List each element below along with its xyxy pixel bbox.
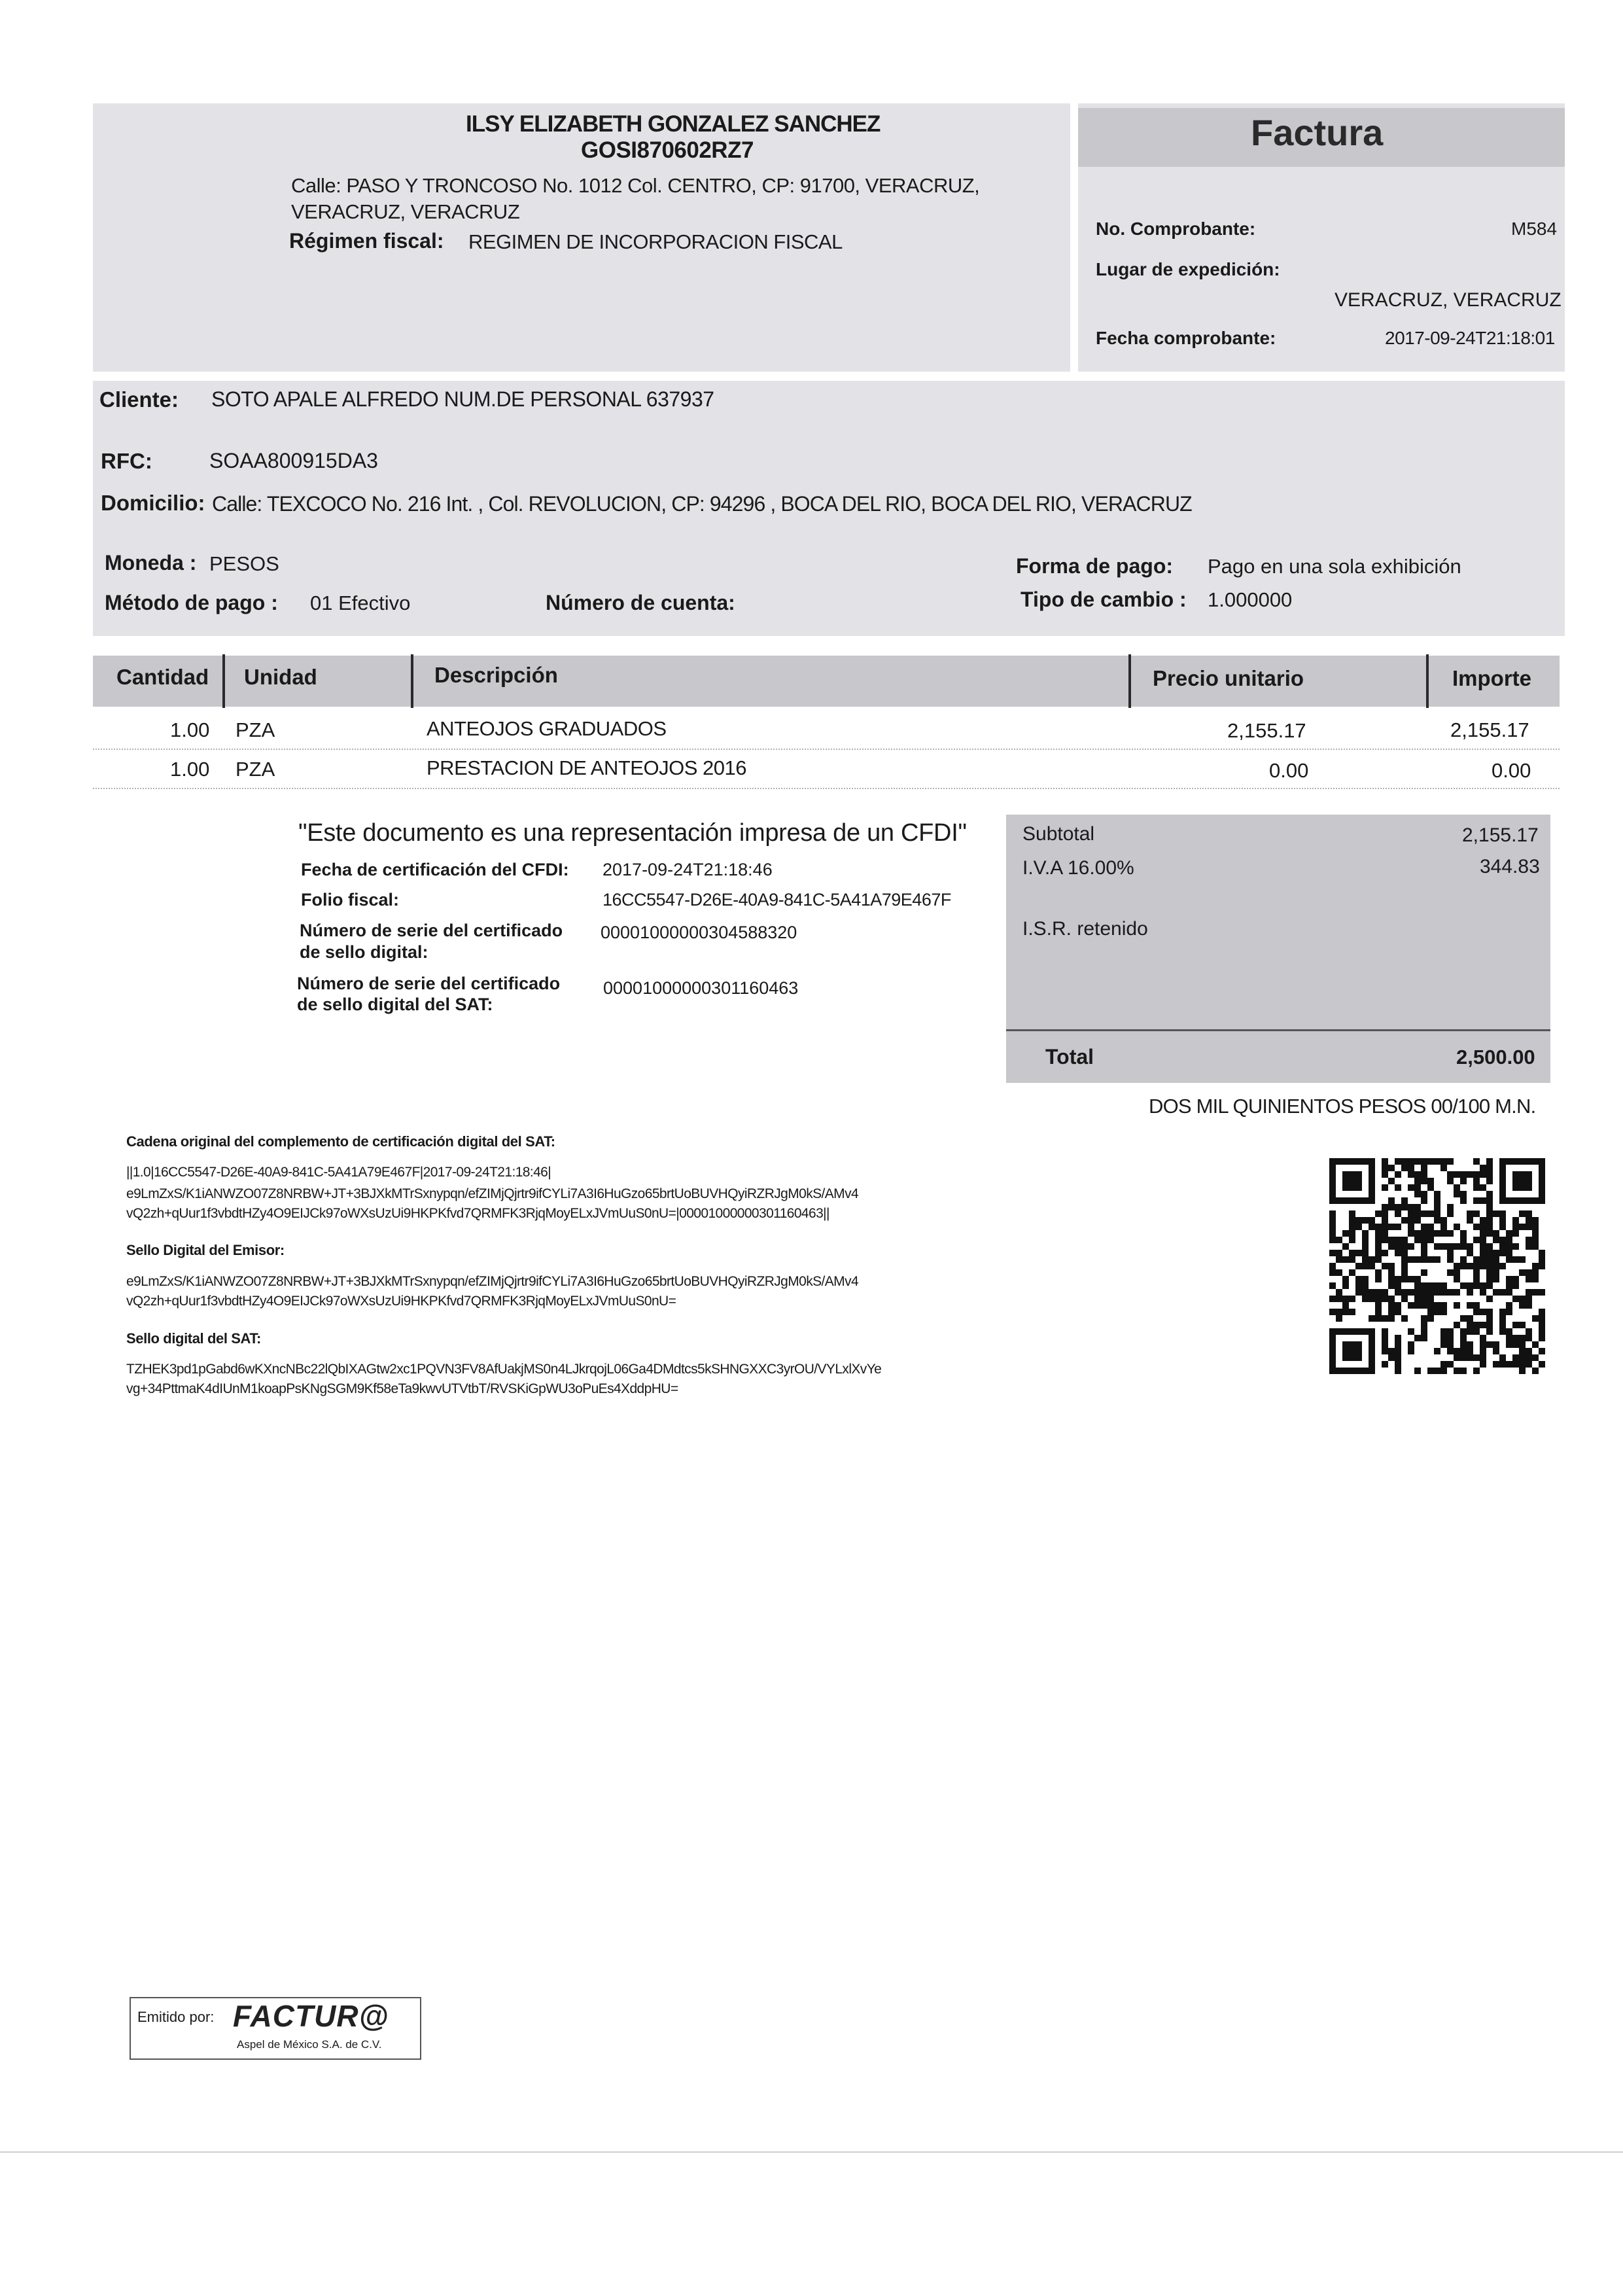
page-edge (0, 2151, 1623, 2153)
moneda-value: PESOS (209, 552, 279, 575)
issuer-address-line2: VERACRUZ, VERACRUZ (291, 200, 520, 223)
cfdi-heading: "Este documento es una representación impresa de un CFDI" (298, 819, 967, 847)
column-divider (1128, 654, 1131, 708)
fecha-value: 2017-09-24T21:18:01 (1385, 328, 1555, 348)
iva-label: I.V.A 16.00% (1022, 857, 1134, 879)
fecha-cert-value: 2017-09-24T21:18:46 (602, 860, 773, 879)
cell-unidad: PZA (236, 718, 275, 741)
stamp-brand-logo: FACTUR@ (233, 1999, 389, 2033)
cell-descripcion: ANTEOJOS GRADUADOS (427, 717, 667, 740)
rfc-label: RFC: (101, 449, 152, 473)
column-divider (222, 654, 225, 708)
total-value: 2,500.00 (1456, 1046, 1535, 1069)
comprobante-value: M584 (1511, 219, 1558, 239)
header-precio: Precio unitario (1153, 666, 1304, 690)
metodo-value: 01 Efectivo (310, 592, 411, 614)
cell-descripcion: PRESTACION DE ANTEOJOS 2016 (427, 756, 746, 779)
subtotal-label: Subtotal (1022, 823, 1095, 845)
isr-label: I.S.R. retenido (1022, 918, 1148, 940)
sat-seal-label: Sello digital del SAT: (126, 1330, 261, 1347)
sat-seal-line: vg+34PttmaK4dIUnM1koapPsKNgSGM9Kf58eTa9kwvUTVtbT/RVSKiGpWU3oPuEs4XddpHU= (126, 1381, 678, 1396)
domicilio-value: Calle: TEXCOCO No. 216 Int. , Col. REVOLUCION, CP: 94296 , BOCA DEL RIO, BOCA DEL RIO, VERACRUZ (212, 492, 1192, 516)
folio-label: Folio fiscal: (301, 890, 400, 910)
cuenta-label: Número de cuenta: (546, 591, 735, 614)
serie-sat-label-2: de sello digital del SAT: (297, 995, 493, 1014)
cell-cantidad: 1.00 (170, 718, 210, 741)
row-divider (93, 788, 1560, 789)
cadena-line: vQ2zh+qUur1f3vbdtHZy4O9EIJCk97oWXsUzUi9HKPKfvd7QRMFK3RjqMoyELxJVmUuS0nU=|00001000000301160463|| (126, 1206, 829, 1221)
cell-cantidad: 1.00 (170, 758, 210, 781)
totals-divider (1006, 1029, 1550, 1031)
total-label: Total (1045, 1045, 1094, 1069)
cell-unidad: PZA (236, 758, 275, 781)
header-descripcion: Descripción (434, 663, 558, 687)
forma-value: Pago en una sola exhibición (1208, 555, 1461, 578)
header-cantidad: Cantidad (116, 665, 209, 689)
lugar-label: Lugar de expedición: (1096, 259, 1280, 279)
serie-sat-value: 00001000000301160463 (603, 978, 799, 998)
folio-value: 16CC5547-D26E-40A9-841C-5A41A79E467F (602, 890, 951, 910)
emisor-seal-line: vQ2zh+qUur1f3vbdtHZy4O9EIJCk97oWXsUzUi9HKPKfvd7QRMFK3RjqMoyELxJVmUuS0nU= (126, 1294, 676, 1309)
iva-value: 344.83 (1480, 856, 1540, 877)
qr-code (1329, 1158, 1545, 1374)
metodo-label: Método de pago : (105, 591, 278, 614)
stamp-emitido: Emitido por: (137, 2009, 215, 2025)
cadena-line: e9LmZxS/K1iANWZO07Z8NRBW+JT+3BJXkMTrSxnypqn/efZIMjQjrtr9ifCYLi7A3I6HuGzo65brtUoBUVHQyiRZRJgM0kS/AMv4 (126, 1186, 859, 1201)
comprobante-label: No. Comprobante: (1096, 219, 1256, 239)
column-divider (411, 654, 413, 708)
subtotal-value: 2,155.17 (1462, 824, 1539, 846)
cliente-value: SOTO APALE ALFREDO NUM.DE PERSONAL 637937 (211, 387, 714, 411)
column-divider (1426, 654, 1429, 708)
moneda-label: Moneda : (105, 551, 197, 574)
fecha-label: Fecha comprobante: (1096, 328, 1276, 348)
issuer-address-line1: Calle: PASO Y TRONCOSO No. 1012 Col. CENTRO, CP: 91700, VERACRUZ, (291, 174, 980, 197)
cell-precio: 2,155.17 (1227, 719, 1306, 742)
cell-importe: 0.00 (1492, 759, 1531, 782)
regimen-value: REGIMEN DE INCORPORACION FISCAL (468, 230, 843, 253)
serie-label-1: Número de serie del certificado (300, 921, 563, 940)
row-divider (93, 749, 1560, 750)
cell-precio: 0.00 (1269, 759, 1309, 782)
domicilio-label: Domicilio: (101, 491, 205, 515)
regimen-label: Régimen fiscal: (289, 229, 444, 253)
fecha-cert-label: Fecha de certificación del CFDI: (301, 860, 569, 879)
cliente-label: Cliente: (99, 387, 179, 412)
cadena-line: ||1.0|16CC5547-D26E-40A9-841C-5A41A79E467F|2017-09-24T21:18:46| (126, 1165, 551, 1180)
cadena-label: Cadena original del complemento de certificación digital del SAT: (126, 1133, 555, 1150)
amount-in-words: DOS MIL QUINIENTOS PESOS 00/100 M.N. (1149, 1095, 1536, 1118)
header-importe: Importe (1452, 666, 1532, 690)
issuer-name: ILSY ELIZABETH GONZALEZ SANCHEZ (466, 111, 881, 137)
header-unidad: Unidad (244, 665, 317, 689)
rfc-value: SOAA800915DA3 (209, 449, 378, 472)
serie-sat-label-1: Número de serie del certificado (297, 974, 561, 993)
sat-seal-line: TZHEK3pd1pGabd6wKXncNBc22lQbIXAGtw2xc1PQVN3FV8AfUakjMS0n4LJkrqojL06Ga4DMdtcs5kSHNGXXC3yrOU/VYLxlXvYe (126, 1362, 882, 1377)
forma-label: Forma de pago: (1016, 554, 1174, 578)
serie-label-2: de sello digital: (300, 942, 428, 962)
tipo-label: Tipo de cambio : (1021, 588, 1187, 611)
serie-value: 00001000000304588320 (601, 923, 797, 942)
totals-panel (1006, 815, 1550, 1083)
stamp-company: Aspel de México S.A. de C.V. (237, 2038, 382, 2051)
tipo-value: 1.000000 (1208, 588, 1293, 611)
emisor-seal-line: e9LmZxS/K1iANWZO07Z8NRBW+JT+3BJXkMTrSxnypqn/efZIMjQjrtr9ifCYLi7A3I6HuGzo65brtUoBUVHQyiRZRJgM0kS/AMv4 (126, 1274, 859, 1289)
emisor-seal-label: Sello Digital del Emisor: (126, 1242, 285, 1258)
invoice-title: Factura (1251, 112, 1384, 153)
issuer-rfc: GOSI870602RZ7 (581, 137, 754, 163)
cell-importe: 2,155.17 (1450, 718, 1529, 741)
lugar-value: VERACRUZ, VERACRUZ (1335, 289, 1562, 311)
